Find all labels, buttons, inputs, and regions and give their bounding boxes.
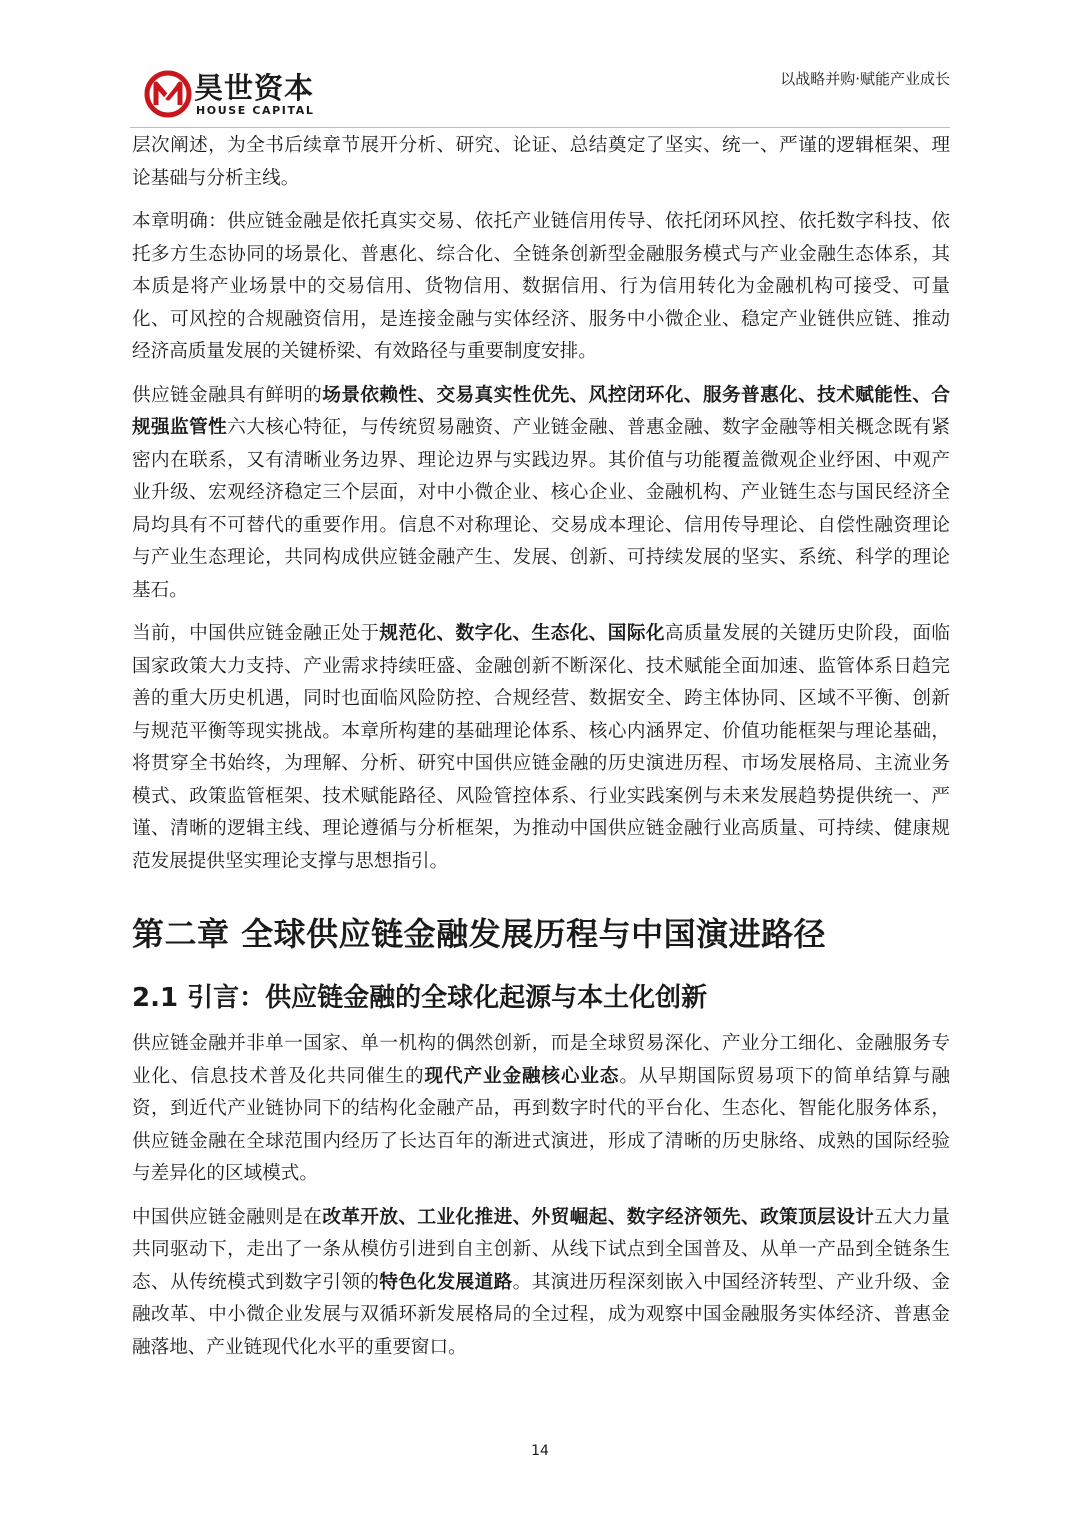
paragraph-global-origin <box>132 1028 950 1191</box>
paragraph-core-features <box>132 380 950 608</box>
section-heading: 2.1 引言：供应链金融的全球化起源与本土化创新 <box>132 983 708 1013</box>
logo-mark-icon <box>144 70 192 118</box>
bold-text-run: 规范化、数字化、生态化、国际化 <box>379 623 665 644</box>
text-run: 高质量发展的关键历史阶段，面临国家政策大力支持、产业需求持续旺盛、金融创新不断深化、技术赋能全面加速、监管体系日趋完善的重大历史机遇，同时也面临风险防控、合规经营、数据安全、跨主体协同、区域不平衡、创新与规范平衡等现实挑战。本章所构建的基础理论体系、核心内涵界定、价值功能框架与理论基础，将贯穿全书始终，为理解、分析、研究中国供应链金融的历史演进历程、市场发展格局、主流业务模式、政策监管框架、技术赋能路径、风险管控体系、行业实践案例与未来发展趋势提供统一、严谨、清晰的逻辑主线、理论遵循与分析框架，为推动中国供应链金融行业高质量、可持续、健康规范发展提供坚实理论支撑与思想指引。 <box>132 623 950 872</box>
document-body <box>132 130 950 1364</box>
bold-text-run: 场景依赖性、交易真实性优先、风控闭环化、服务普惠化、技术赋能性、合规强监管性 <box>132 384 950 438</box>
house-capital-logo <box>144 70 324 118</box>
logo-english-name: HOUSE CAPITAL <box>196 104 315 117</box>
paragraph-chapter-definition: 本章明确：供应链金融是依托真实交易、依托产业链信用传导、依托闭环风控、依托数字科技、依托多方生态协同的场景化、普惠化、综合化、全链条创新型金融服务模式与产业金融生态体系，其本质是将产业场景中的交易信用、货物信用、数据信用、行为信用转化为金融机构可接受、可量化、可风控的合规融资信用，是连接金融与实体经济、服务中小微企业、稳定产业链供应链、推动经济高质量发展的关键桥梁、有效路径与重要制度安排。 <box>132 211 950 362</box>
text-run: 六大核心特征，与传统贸易融资、产业链金融、普惠金融、数字金融等相关概念既有紧密内在联系，又有清晰业务边界、理论边界与实践边界。其价值与功能覆盖微观企业纾困、中观产业升级、宏观经济稳定三个层面，对中小微企业、核心企业、金融机构、产业链生态与国民经济全局均具有不可替代的重要作用。信息不对称理论、交易成本理论、信用传导理论、自偿性融资理论与产业生态理论，共同构成供应链金融产生、发展、创新、可持续发展的坚实、系统、科学的理论基石。 <box>132 417 950 601</box>
paragraph-current-stage <box>132 618 950 878</box>
text-run: 供应链金融并非单一国家、单一机构的偶然创新，而是全球贸易深化、产业分工细化、金融服务专业化、信息技术普及化共同催生的 <box>132 1033 950 1087</box>
page-number: 14 <box>531 1443 549 1459</box>
bold-text-run: 现代产业金融核心业态 <box>424 1065 620 1087</box>
header-slogan: 以战略并购·赋能产业成长 <box>780 70 950 88</box>
text-run: 。从早期国际贸易项下的简单结算与融资，到近代产业链协同下的结构化金融产品，再到数字时代的平台化、生态化、智能化服务体系，供应链金融在全球范围内经历了长达百年的渐进式演进，形成了清晰的历史脉络、成熟的国际经验与差异化的区域模式。 <box>132 1065 950 1184</box>
text-run: 当前，中国供应链金融正处于 <box>132 623 380 644</box>
bold-text-run: 特色化发展道路 <box>379 1271 513 1293</box>
paragraph-continued: 层次阐述，为全书后续章节展开分析、研究、论证、总结奠定了坚实、统一、严谨的逻辑框架、理论基础与分析主线。 <box>132 135 950 189</box>
header-divider <box>130 127 950 128</box>
bold-text-run: 改革开放、工业化推进、外贸崛起、数字经济领先、政策顶层设计 <box>322 1206 875 1228</box>
text-run: 五大力量共同驱动下，走出了一条从模仿引进到自主创新、从线下试点到全国普及、从单一产品到全链条生态、从传统模式到数字引领的 <box>132 1206 950 1293</box>
paragraph-china-path <box>132 1202 950 1365</box>
logo-chinese-name: 昊世资本 <box>194 71 315 105</box>
text-run: 中国供应链金融则是在 <box>132 1206 323 1228</box>
page-header <box>0 0 1080 130</box>
text-run: 。其演进历程深刻嵌入中国经济转型、产业升级、金融改革、中小微企业发展与双循环新发展格局的全过程，成为观察中国金融服务实体经济、普惠金融落地、产业链现代化水平的重要窗口。 <box>132 1271 950 1358</box>
text-run: 供应链金融具有鲜明的 <box>132 384 323 406</box>
chapter-heading: 第二章 全球供应链金融发展历程与中国演进路径 <box>132 915 827 953</box>
